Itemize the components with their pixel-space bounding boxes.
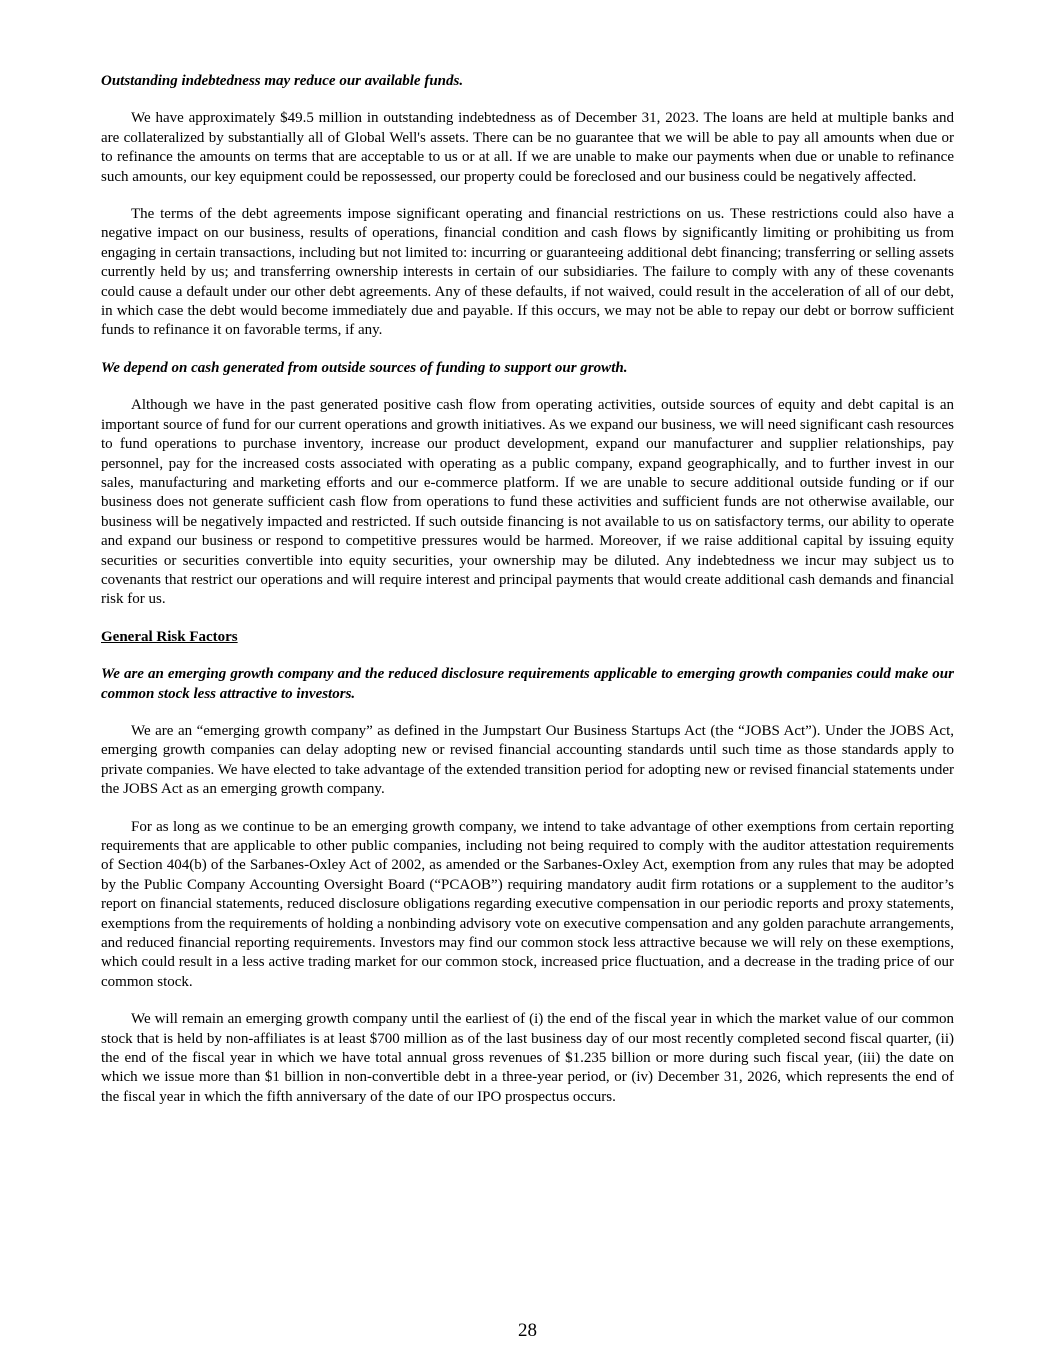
heading-outside-funding: We depend on cash generated from outside sources of funding to support our growth. xyxy=(101,359,628,376)
paragraph-jobs-act: We are an “emerging growth company” as defined in the Jumpstart Our Business Startups Act (the “JOBS Act”). Under the JOBS Act, emerging growth companies can delay adopting new or revised financial accounting standards until such time as those standards apply to private companies. We have elected to take advantage of the extended transition period for adopting new or revised financial statements under the JOBS Act as an emerging growth company. xyxy=(101,722,954,798)
paragraph-emerging-growth-duration: We will remain an emerging growth company until the earliest of (i) the end of the fiscal year in which the market value of our common stock that is held by non-affiliates is at least $700 million as of the last business day of our most recently completed second fiscal quarter, (ii) the end of the fiscal year in which we have total annual gross revenues of $1.235 billion or more during such fiscal year, (iii) the date on which we issue more than $1 billion in non-convertible debt in a three-year period, or (iv) December 31, 2026, which represents the end of the fiscal year in which the fifth anniversary of the date of our IPO prospectus occurs. xyxy=(101,1011,954,1105)
page-number: 28 xyxy=(518,1320,537,1341)
paragraph-reporting-exemptions: For as long as we continue to be an emerging growth company, we intend to take advantage of other exemptions from certain reporting requirements that are applicable to other public companies, including not being required to comply with the auditor attestation requirements of Section 404(b) of the Sarbanes-Oxley Act of 2002, as amended or the Sarbanes-Oxley Act, exemption from any rules that may be adopted by the Public Company Accounting Oversight Board (“PCAOB”) requiring mandatory audit firm rotations or a supplement to the auditor’s report on financial statements, reduced disclosure obligations regarding executive compensation in our periodic reports and proxy statements, exemptions from the requirements of holding a nonbinding advisory vote on executive compensation and any golden parachute arrangements, and reduced financial reporting requirements. Investors may find our common stock less attractive because we will rely on these exemptions, which could result in a less active trading market for our common stock, increased price fluctuation, and a decrease in the trading price of our common stock. xyxy=(101,818,954,990)
paragraph-outside-funding: Although we have in the past generated positive cash flow from operating activities, outside sources of equity and debt capital is an important source of fund for our current operations and growth initiatives. As we expand our business, we will need significant cash resources to fund operations to purchase inventory, increase our product development, expand our manufacturer and supplier relationships, pay personnel, pay for the increased costs associated with operating as a public company, expand geographically, and to further invest in our sales, manufacturing and marketing efforts and our e-commerce platform. If we are unable to secure additional outside funding or if our business does not generate sufficient cash flow from operations to fund these activities and sufficient funds are not otherwise available, our business will be negatively impacted and restricted. If such outside financing is not available to us on satisfactory terms, our ability to operate and expand our business or respond to competitive pressures would be harmed. Moreover, if we raise additional capital by issuing equity securities or securities convertible into equity securities, your ownership may be diluted. Any indebtedness we incur may subject us to covenants that restrict our operations and will require interest and principal payments that would create additional cash demands and financial risk for us. xyxy=(101,397,954,608)
paragraph-debt-agreement-terms: The terms of the debt agreements impose significant operating and financial restrictions on us. These restrictions could also have a negative impact on our business, results of operations, financial condition and cash flows by significantly limiting or prohibiting us from engaging in certain transactions, including but not limited to: incurring or guaranteeing additional debt financing; transferring or selling assets currently held by us; and transferring ownership interests in certain of our subsidiaries. The failure to comply with any of these covenants could cause a default under our other debt agreements. Any of these defaults, if not waived, could result in the acceleration of all of our debt, in which case the debt would become immediately due and payable. If this occurs, we may not be able to repay our debt or borrow sufficient funds to refinance it on favorable terms, if any. xyxy=(101,206,954,339)
heading-general-risk-factors: General Risk Factors xyxy=(101,628,238,645)
paragraph-indebtedness-amount: We have approximately $49.5 million in outstanding indebtedness as of December 31, 2023. The loans are held at multiple banks and are collateralized by substantially all of Global Well's assets. There can be no guarantee that we will be able to pay all amounts when due or to refinance the amounts on terms that are acceptable to us or at all. If we are unable to make our payments when due or unable to refinance such amounts, our key equipment could be repossessed, our property could be foreclosed and our business could be negatively affected. xyxy=(101,110,954,185)
heading-outstanding-indebtedness: Outstanding indebtedness may reduce our available funds. xyxy=(101,73,464,89)
heading-emerging-growth-company: We are an emerging growth company and the reduced disclosure requirements applicable to emerging growth companies could make our common stock less attractive to investors. xyxy=(101,666,954,702)
document-page xyxy=(101,72,954,1125)
